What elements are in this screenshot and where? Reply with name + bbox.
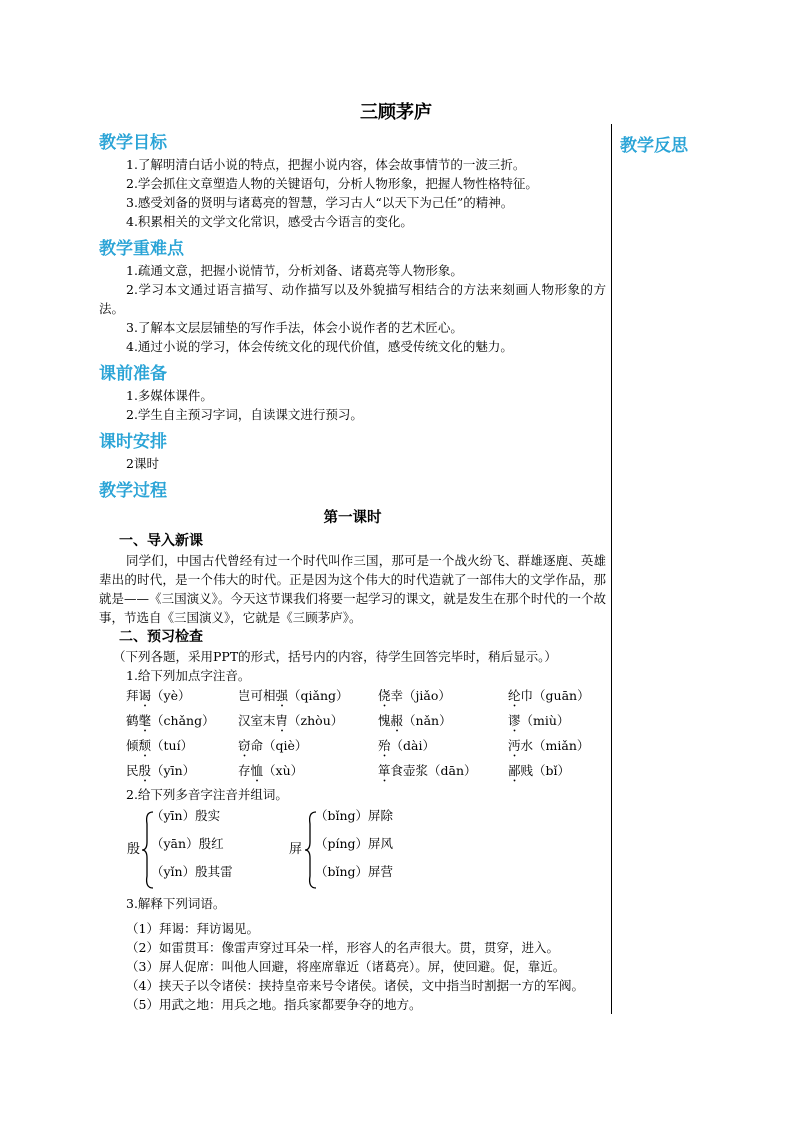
pinyin-dotted-char: 赧 [390,713,404,728]
polyphone-reading: （yīn）殷实 [151,808,221,823]
prep-heading: 课前准备 [99,364,167,384]
goal-item: 3.感受刘备的贤明与诸葛亮的智慧，学习古人“以天下为己任”的精神。 [126,195,514,210]
pinyin-post: （miù） [520,713,570,728]
polyphone-char: 屏 [289,842,303,857]
pinyin-item [508,710,628,735]
pinyin-pre: 岂可相 [238,688,276,703]
pinyin-dotted-char: 沔 [508,738,521,753]
question-3: 3.解释下列词语。 [126,896,226,911]
polyphone-reading: （píng）屏风 [315,836,394,851]
pinyin-post: （yīn） [151,763,196,778]
pinyin-pre: 拜 [126,688,139,703]
pinyin-item [238,760,378,785]
pinyin-item [126,760,238,785]
pinyin-dotted-char: 殆 [378,738,391,753]
goal-item: 4.积累相关的文学文化常识，感受古今语言的变化。 [126,214,413,229]
schedule-text: 2课时 [126,456,159,471]
question-1: 1.给下列加点字注音。 [126,668,251,683]
pinyin-item [238,735,378,760]
preview-heading: 二、预习检查 [119,629,203,645]
definition-item: （2）如雷贯耳：像雷声穿过耳朵一样，形容人的名声很大。贯，贯穿，进入。 [126,940,559,955]
pinyin-dotted-char: 窃 [238,738,251,753]
reflection-heading: 教学反思 [620,136,688,156]
key-points-heading: 教学重难点 [99,239,184,259]
definition-item: （4）挟天子以令诸侯：挟持皇帝来号令诸侯。诸侯，文中指当时割据一方的军阀。 [126,978,584,993]
pinyin-dotted-char: 箪 [378,763,391,778]
pinyin-item [126,685,238,710]
definition-item: （1）拜谒：拜访谒见。 [126,921,259,936]
pinyin-item [238,710,378,735]
goals-heading: 教学目标 [99,133,167,153]
prep-item: 1.多媒体课件。 [126,388,213,403]
question-2: 2.给下列多音字注音并组词。 [126,787,288,802]
polyphone-reading: （yǐn）殷其雷 [151,864,233,879]
pinyin-post: 水（miǎn） [520,738,590,753]
pinyin-post: （dài） [390,738,435,753]
column-divider [611,124,612,1014]
intro-heading: 一、导入新课 [119,533,203,549]
intro-text: 同学们，中国古代曾经有过一个时代叫作三国，那可是一个战火纷飞、群雄逐鹿、英雄辈出的时代，是一个伟大的时代。正是因为这个伟大的时代造就了一部伟大的文学作品，那就是——《三国演义》。今天这节课我们将要一起学习的课文，就是发生在那个时代的一个故事，节选自《三国演义》，它就是《三顾茅庐》。 [99,553,606,625]
pinyin-post: （qiǎng） [288,688,349,703]
key-point-item: 1.疏通文意，把握小说情节，分析刘备、诸葛亮等人物形象。 [126,263,463,278]
pinyin-item [238,685,378,710]
pinyin-item [378,685,508,710]
pinyin-dotted-char: 纶 [508,688,521,703]
pinyin-dotted-char: 强 [275,688,289,703]
pinyin-post: （xù） [263,763,304,778]
pinyin-dotted-char: 恤 [250,763,264,778]
polyphone-char: 殷 [127,842,141,857]
pinyin-item [508,685,628,710]
pinyin-dotted-char: 谒 [138,688,152,703]
goal-item: 2.学会抓住文章塑造人物的关键语句，分析人物形象，把握人物性格特征。 [126,176,538,191]
pinyin-pre: 鹤 [126,713,139,728]
pinyin-pre: 存 [238,763,251,778]
goal-item: 1.了解明清白话小说的特点，把握小说内容，体会故事情节的一波三折。 [126,157,526,172]
pinyin-item [126,710,238,735]
pinyin-pre: 愧 [378,713,391,728]
main-column [99,131,606,1014]
lesson-title: 第一课时 [323,510,382,526]
pinyin-post: （zhòu） [288,713,344,728]
polyphone-block [99,804,606,894]
pinyin-post: （nǎn） [403,713,452,728]
prep-item: 2.学生自主预习字词，自读课文进行预习。 [126,407,363,422]
key-point-item: 4.通过小说的学习，体会传统文化的现代价值，感受传统文化的魅力。 [126,339,513,354]
pinyin-item [378,735,508,760]
pinyin-dotted-char: 颓 [138,738,152,753]
pinyin-pre: 倾 [126,738,139,753]
pinyin-grid [99,685,606,785]
pinyin-post: 幸（jiǎo） [390,688,451,703]
pinyin-item [378,760,508,785]
schedule-heading: 课时安排 [99,432,167,452]
pinyin-dotted-char: 胄 [275,713,289,728]
polyphone-reading: （bǐng）屏营 [315,864,394,879]
pinyin-post: 贱（bǐ） [520,763,571,778]
key-point-item: 3.了解本文层层铺垫的写作手法，体会小说作者的艺术匠心。 [126,320,463,335]
pinyin-dotted-char: 侥 [378,688,391,703]
page-title: 三顾茅庐 [360,102,432,123]
pinyin-pre: 汉室末 [238,713,276,728]
pinyin-item [126,735,238,760]
pinyin-dotted-char: 谬 [508,713,521,728]
pinyin-dotted-char: 氅 [138,713,152,728]
key-point-item: 2.学习本文通过语言描写、动作描写以及外貌描写相结合的方法来刻画人物形象的方法。 [99,282,606,316]
pinyin-post: 巾（guān） [520,688,590,703]
pinyin-post: （chǎng） [151,713,215,728]
pinyin-pre: 民 [126,763,139,778]
pinyin-item [508,760,628,785]
preview-note: （下列各题，采用PPT的形式，括号内的内容，待学生回答完毕时，稍后显示。） [113,649,557,664]
pinyin-post: （tuí） [151,738,194,753]
pinyin-post: 食壶浆（dān） [390,763,477,778]
pinyin-post: （yè） [151,688,191,703]
pinyin-dotted-char: 鄙 [508,763,521,778]
polyphone-reading: （yān）殷红 [151,836,224,851]
definition-item: （3）屏人促席：叫他人回避，将座席靠近（诸葛亮）。屏，使回避。促，靠近。 [126,959,566,974]
process-heading: 教学过程 [99,481,167,501]
pinyin-dotted-char: 殷 [138,763,152,778]
pinyin-item [378,710,508,735]
polyphone-reading: （bǐng）屏除 [315,808,394,823]
pinyin-post: 命（qiè） [250,738,308,753]
pinyin-item [508,735,628,760]
definition-item: （5）用武之地：用兵之地。指兵家都要争夺的地方。 [126,997,422,1012]
